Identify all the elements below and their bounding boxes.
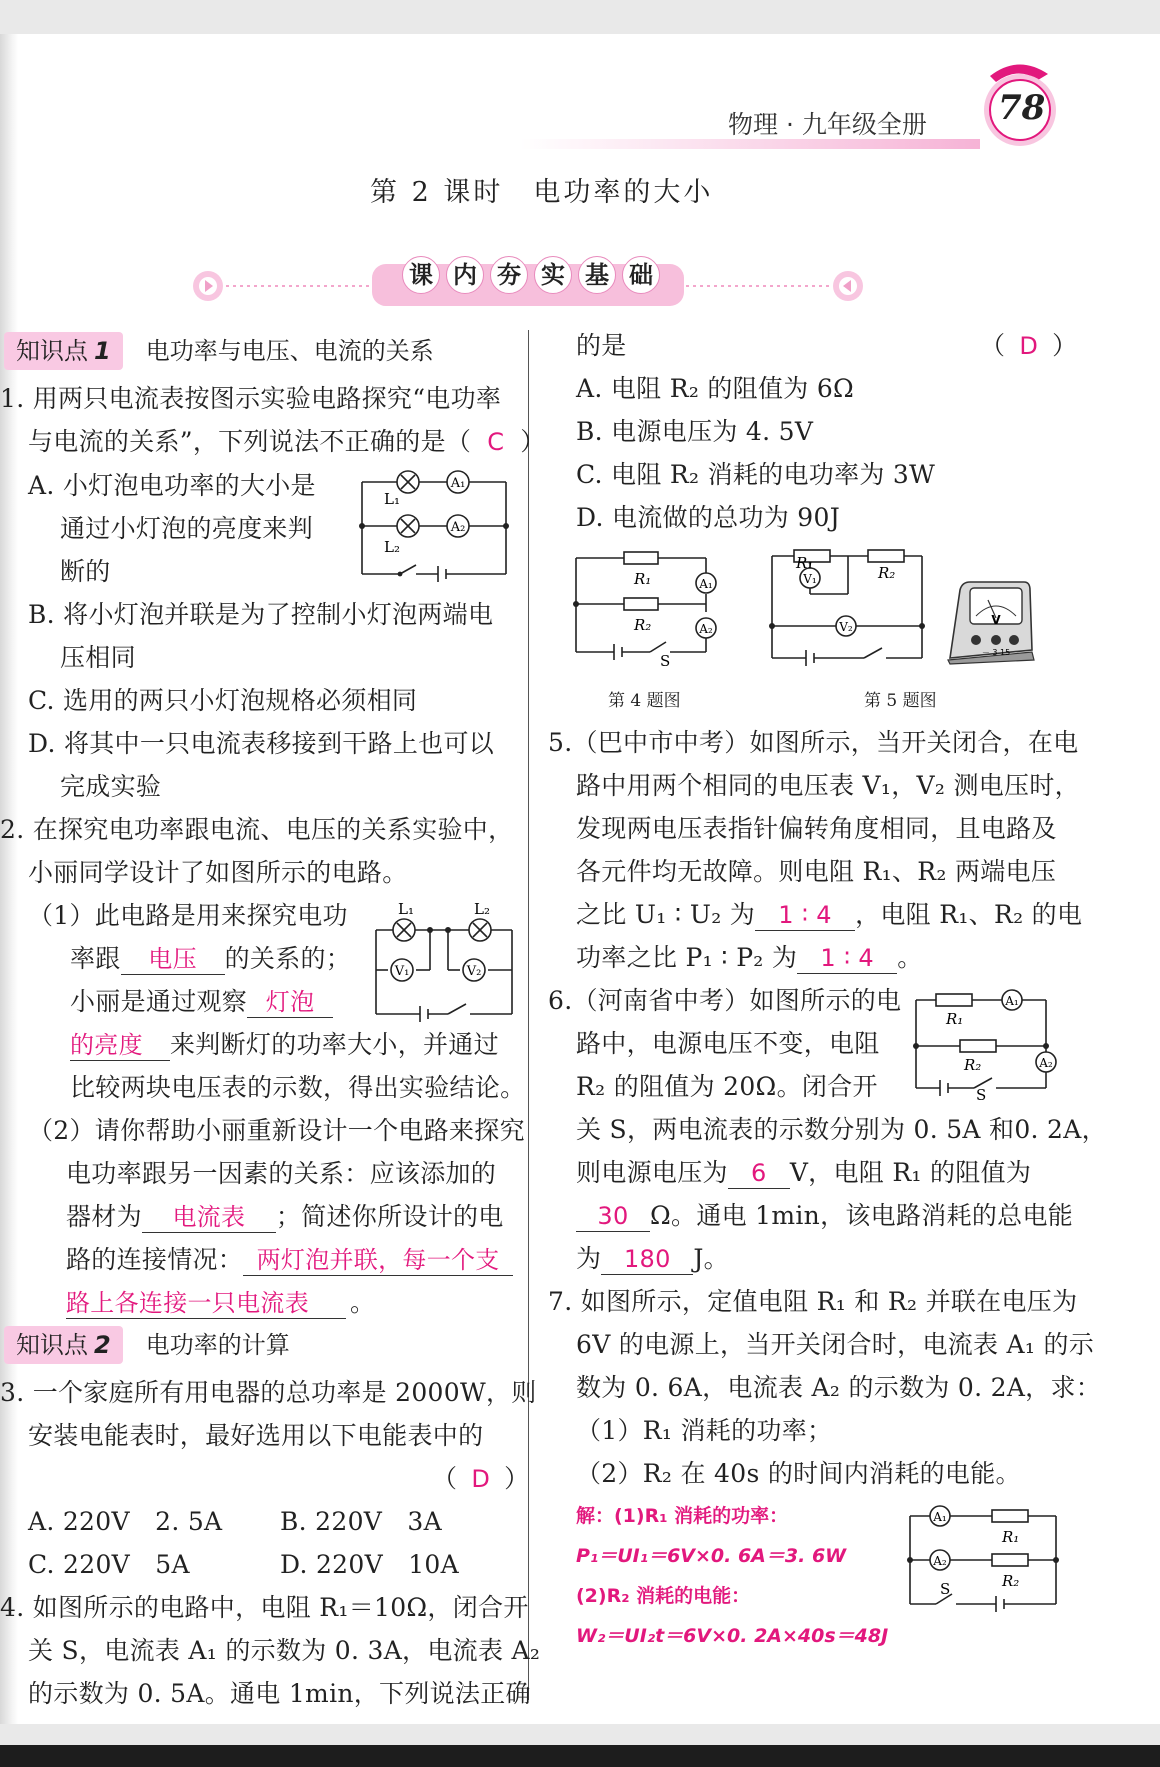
q6-line-2: 路中，电源电压不变，电阻 (576, 1029, 880, 1058)
q5-line-6: 功率之比 P₁ ∶ P₂ 为 1 ∶ 4 。 (576, 943, 923, 972)
q2-fig-v1: V₁ (394, 964, 410, 979)
banner-char: 内 (446, 256, 484, 294)
kp-tag: 知识点 (16, 1331, 88, 1359)
q2-answer-2a: 灯泡 (247, 987, 333, 1018)
q6-answer-3: 180 (601, 1244, 693, 1275)
q2-p2-line-4: 路的连接情况： 两灯泡并联，每一个支 (66, 1238, 513, 1281)
q1-fig-l2: L₂ (384, 538, 400, 556)
q1-option-a-2: 通过小灯泡的亮度来判 (60, 514, 314, 543)
q4-circuit-figure (572, 548, 722, 668)
q1-fig-a1: A₁ (450, 476, 466, 491)
q7-line-3: 数为 0. 6A，电流表 A₂ 的示数为 0. 2A，求： (576, 1373, 1102, 1402)
q4-fig-a1: A₁ (699, 577, 713, 591)
q5-fig-v1: V₁ (803, 572, 817, 586)
lesson-title: 第 2 课时 电功率的大小 (370, 177, 714, 208)
q7-fig-a2: A₂ (933, 1554, 947, 1568)
q6-line-3: R₂ 的阻值为 20Ω。闭合开 (576, 1072, 878, 1101)
q2-line-1: 2. 在探究电功率跟电流、电压的关系实验中， (0, 815, 514, 844)
q7-line-5: （2）R₂ 在 40s 的时间内消耗的电能。 (576, 1459, 1021, 1488)
q2-answer-2b: 的亮度 (70, 1030, 170, 1061)
q2-circuit-figure (372, 900, 520, 1024)
q2-fig-l1: L₁ (398, 900, 414, 918)
q6-fig-r1: R₁ (946, 1010, 964, 1028)
q6-answer-1: 6 (728, 1158, 790, 1189)
q6-line-7: 为 180 J。 (576, 1244, 729, 1273)
q3-line-1: 3. 一个家庭所有用电器的总功率是 2000W，则 (0, 1378, 537, 1407)
q7-line-1: 7. 如图所示，定值电阻 R₁ 和 R₂ 并联在电压为 (548, 1287, 1078, 1316)
q1-option-c: C. 选用的两只小灯泡规格必须相同 (28, 686, 418, 715)
page-gutter-shadow (0, 34, 18, 1724)
q1-option-d-1: D. 将其中一只电流表移接到干路上也可以 (28, 729, 495, 758)
q7-solution-3: (2)R₂ 消耗的电能： (576, 1585, 751, 1607)
kp-num: 1 (94, 337, 111, 365)
q7-fig-a1: A₁ (933, 1510, 947, 1524)
knowledge-point-2 (4, 1326, 290, 1364)
q2-p1-line-2: 率跟 电压 的关系的； (70, 944, 352, 973)
q1-circuit-figure (356, 468, 516, 586)
q2-p1-line-4: 的亮度 来判断灯的功率大小，并通过 (70, 1030, 499, 1059)
kp-tag: 知识点 (16, 337, 88, 365)
q7-solution-4: W₂＝UI₂t＝6V×0. 2A×40s＝48J (576, 1625, 889, 1647)
q4-answer-bracket: （ D ） (980, 331, 1078, 360)
q5-circuit-figure (768, 548, 928, 664)
banner-char: 夯 (490, 256, 528, 294)
q1-option-d-2: 完成实验 (60, 772, 162, 801)
q3-option-d: D. 220V 10A (280, 1550, 459, 1579)
banner-char: 础 (622, 256, 660, 294)
page-number: 78 (998, 88, 1046, 128)
voltmeter-v: V (991, 613, 1001, 627)
q1-line-1: 1. 用两只电流表按图示实验电路探究“电功率 (0, 384, 502, 413)
q2-answer-4b: 路上各连接一只电流表 (66, 1288, 346, 1319)
q3-line-2: 安装电能表时，最好选用以下电能表中的 (28, 1421, 484, 1450)
q2-answer-4a: 两灯泡并联，每一个支 (243, 1245, 513, 1276)
q3-option-a: A. 220V 2. 5A (28, 1507, 223, 1536)
q6-circuit-figure (912, 988, 1062, 1104)
q3-option-b: B. 220V 3A (280, 1507, 442, 1536)
q6-line-6: 30 Ω。通电 1min，该电路消耗的总电能 (576, 1194, 1073, 1237)
voltmeter-scale: － 3 15 (981, 648, 1011, 657)
q1-fig-l1: L₁ (384, 490, 400, 508)
q2-p1-line-3: 小丽是通过观察 灯泡 (70, 980, 333, 1023)
q5-answer-1: 1 ∶ 4 (755, 900, 855, 931)
q7-fig-s: S (940, 1580, 951, 1598)
q7-fig-r2: R₂ (1002, 1572, 1020, 1590)
q5-fig-v2: V₂ (839, 620, 853, 634)
q1-fig-a2: A₂ (450, 520, 466, 535)
q5-fig-r2: R₂ (878, 564, 896, 582)
q2-p2-line-1: （2）请你帮助小丽重新设计一个电路来探究 (28, 1116, 525, 1145)
q2-p1-line-5: 比较两块电压表的示数，得出实验结论。 (70, 1073, 526, 1102)
q1-answer: C (487, 428, 505, 456)
q5-line-5: 之比 U₁ ∶ U₂ 为 1 ∶ 4 ，电阻 R₁、R₂ 的电 (576, 900, 1083, 929)
q7-solution-1: 解：(1)R₁ 消耗的功率： (576, 1505, 789, 1527)
q4-figure-caption: 第 4 题图 (608, 691, 681, 711)
q4-line-1: 4. 如图所示的电路中，电阻 R₁＝10Ω，闭合开 (0, 1593, 529, 1622)
q7-fig-r1: R₁ (1002, 1528, 1020, 1546)
kp-title: 电功率的计算 (145, 1331, 290, 1359)
q4-line-2: 关 S，电流表 A₁ 的示数为 0. 3A，电流表 A₂ (28, 1636, 541, 1665)
q5-line-1: 5.（巴中市中考）如图所示，当开关闭合，在电 (548, 728, 1079, 757)
q2-fig-l2: L₂ (474, 900, 490, 918)
banner-char: 实 (534, 256, 572, 294)
q4-fig-r1: R₁ (634, 570, 652, 588)
q3-answer-bracket: （ D ） (432, 1464, 530, 1493)
q7-line-4: （1）R₁ 消耗的功率； (576, 1416, 833, 1445)
q7-line-2: 6V 的电源上，当开关闭合时，电流表 A₁ 的示 (576, 1330, 1095, 1359)
q4-fig-a2: A₂ (699, 622, 713, 636)
q7-circuit-figure (906, 1500, 1066, 1614)
q4-option-c: C. 电阻 R₂ 消耗的电功率为 3W (576, 460, 936, 489)
q5-line-3: 发现两电压表指针偏转角度相同，且电路及 (576, 814, 1057, 843)
q2-p2-line-2: 电功率跟另一因素的关系：应该添加的 (66, 1159, 497, 1188)
q6-fig-a1: A₁ (1005, 994, 1019, 1008)
q1-option-a-3: 断的 (60, 557, 111, 586)
banner-char: 基 (578, 256, 616, 294)
q6-fig-s: S (976, 1086, 987, 1104)
q3-option-c: C. 220V 5A (28, 1550, 190, 1579)
knowledge-point-1 (4, 332, 434, 370)
q5-fig-r1: R₁ (796, 554, 814, 572)
q5-line-4: 各元件均无故障。则电阻 R₁、R₂ 两端电压 (576, 857, 1057, 886)
q4-line-4: 的是 (576, 331, 627, 360)
kp-num: 2 (94, 1331, 111, 1359)
banner-char: 课 (402, 256, 440, 294)
book-title: 物理 · 九年级全册 (728, 110, 927, 139)
q6-fig-a2: A₂ (1039, 1056, 1053, 1070)
q2-line-2: 小丽同学设计了如图所示的电路。 (28, 858, 408, 887)
q4-fig-s: S (660, 652, 671, 670)
q6-line-1: 6.（河南省中考）如图所示的电 (548, 986, 902, 1015)
q2-answer-1: 电压 (121, 944, 225, 975)
bottom-bar (0, 1745, 1160, 1767)
q3-answer: D (471, 1465, 491, 1493)
q6-line-4: 关 S，两电流表的示数分别为 0. 5A 和0. 2A， (576, 1115, 1107, 1144)
q5-figure-caption: 第 5 题图 (864, 691, 937, 711)
q1-option-b-2: 压相同 (60, 643, 136, 672)
q5-answer-2: 1 ∶ 4 (797, 943, 897, 974)
q2-p1-line-1: （1）此电路是用来探究电功 (28, 901, 348, 930)
q4-line-3: 的示数为 0. 5A。通电 1min，下列说法正确 (28, 1679, 531, 1708)
q2-fig-v2: V₂ (466, 964, 482, 979)
q2-p2-line-5: 路上各连接一只电流表 。 (66, 1288, 376, 1317)
kp-title: 电功率与电压、电流的关系 (145, 337, 434, 365)
voltmeter-icon (944, 578, 1036, 664)
q1-option-a-1: A. 小灯泡电功率的大小是 (28, 471, 316, 500)
q4-fig-r2: R₂ (634, 616, 652, 634)
q1-line-2: 与电流的关系”，下列说法不正确的是（ C ） (28, 427, 546, 456)
q7-solution-2: P₁＝UI₁＝6V×0. 6A＝3. 6W (576, 1545, 847, 1567)
q4-option-b: B. 电源电压为 4. 5V (576, 417, 814, 446)
q6-answer-2: 30 (576, 1201, 650, 1232)
q4-option-d: D. 电流做的总功为 90J (576, 503, 841, 532)
q5-line-2: 路中用两个相同的电压表 V₁，V₂ 测电压时， (576, 771, 1080, 800)
q6-fig-r2: R₂ (964, 1056, 982, 1074)
q2-p2-line-3: 器材为 电流表 ；简述你所设计的电 (66, 1202, 504, 1231)
q2-answer-3: 电流表 (142, 1202, 276, 1233)
q4-option-a: A. 电阻 R₂ 的阻值为 6Ω (576, 374, 855, 403)
banner-chars (402, 256, 666, 294)
q6-line-5: 则电源电压为 6 V，电阻 R₁ 的阻值为 (576, 1158, 1032, 1187)
q4-answer: D (1019, 332, 1039, 360)
q1-option-b-1: B. 将小灯泡并联是为了控制小灯泡两端电 (28, 600, 494, 629)
